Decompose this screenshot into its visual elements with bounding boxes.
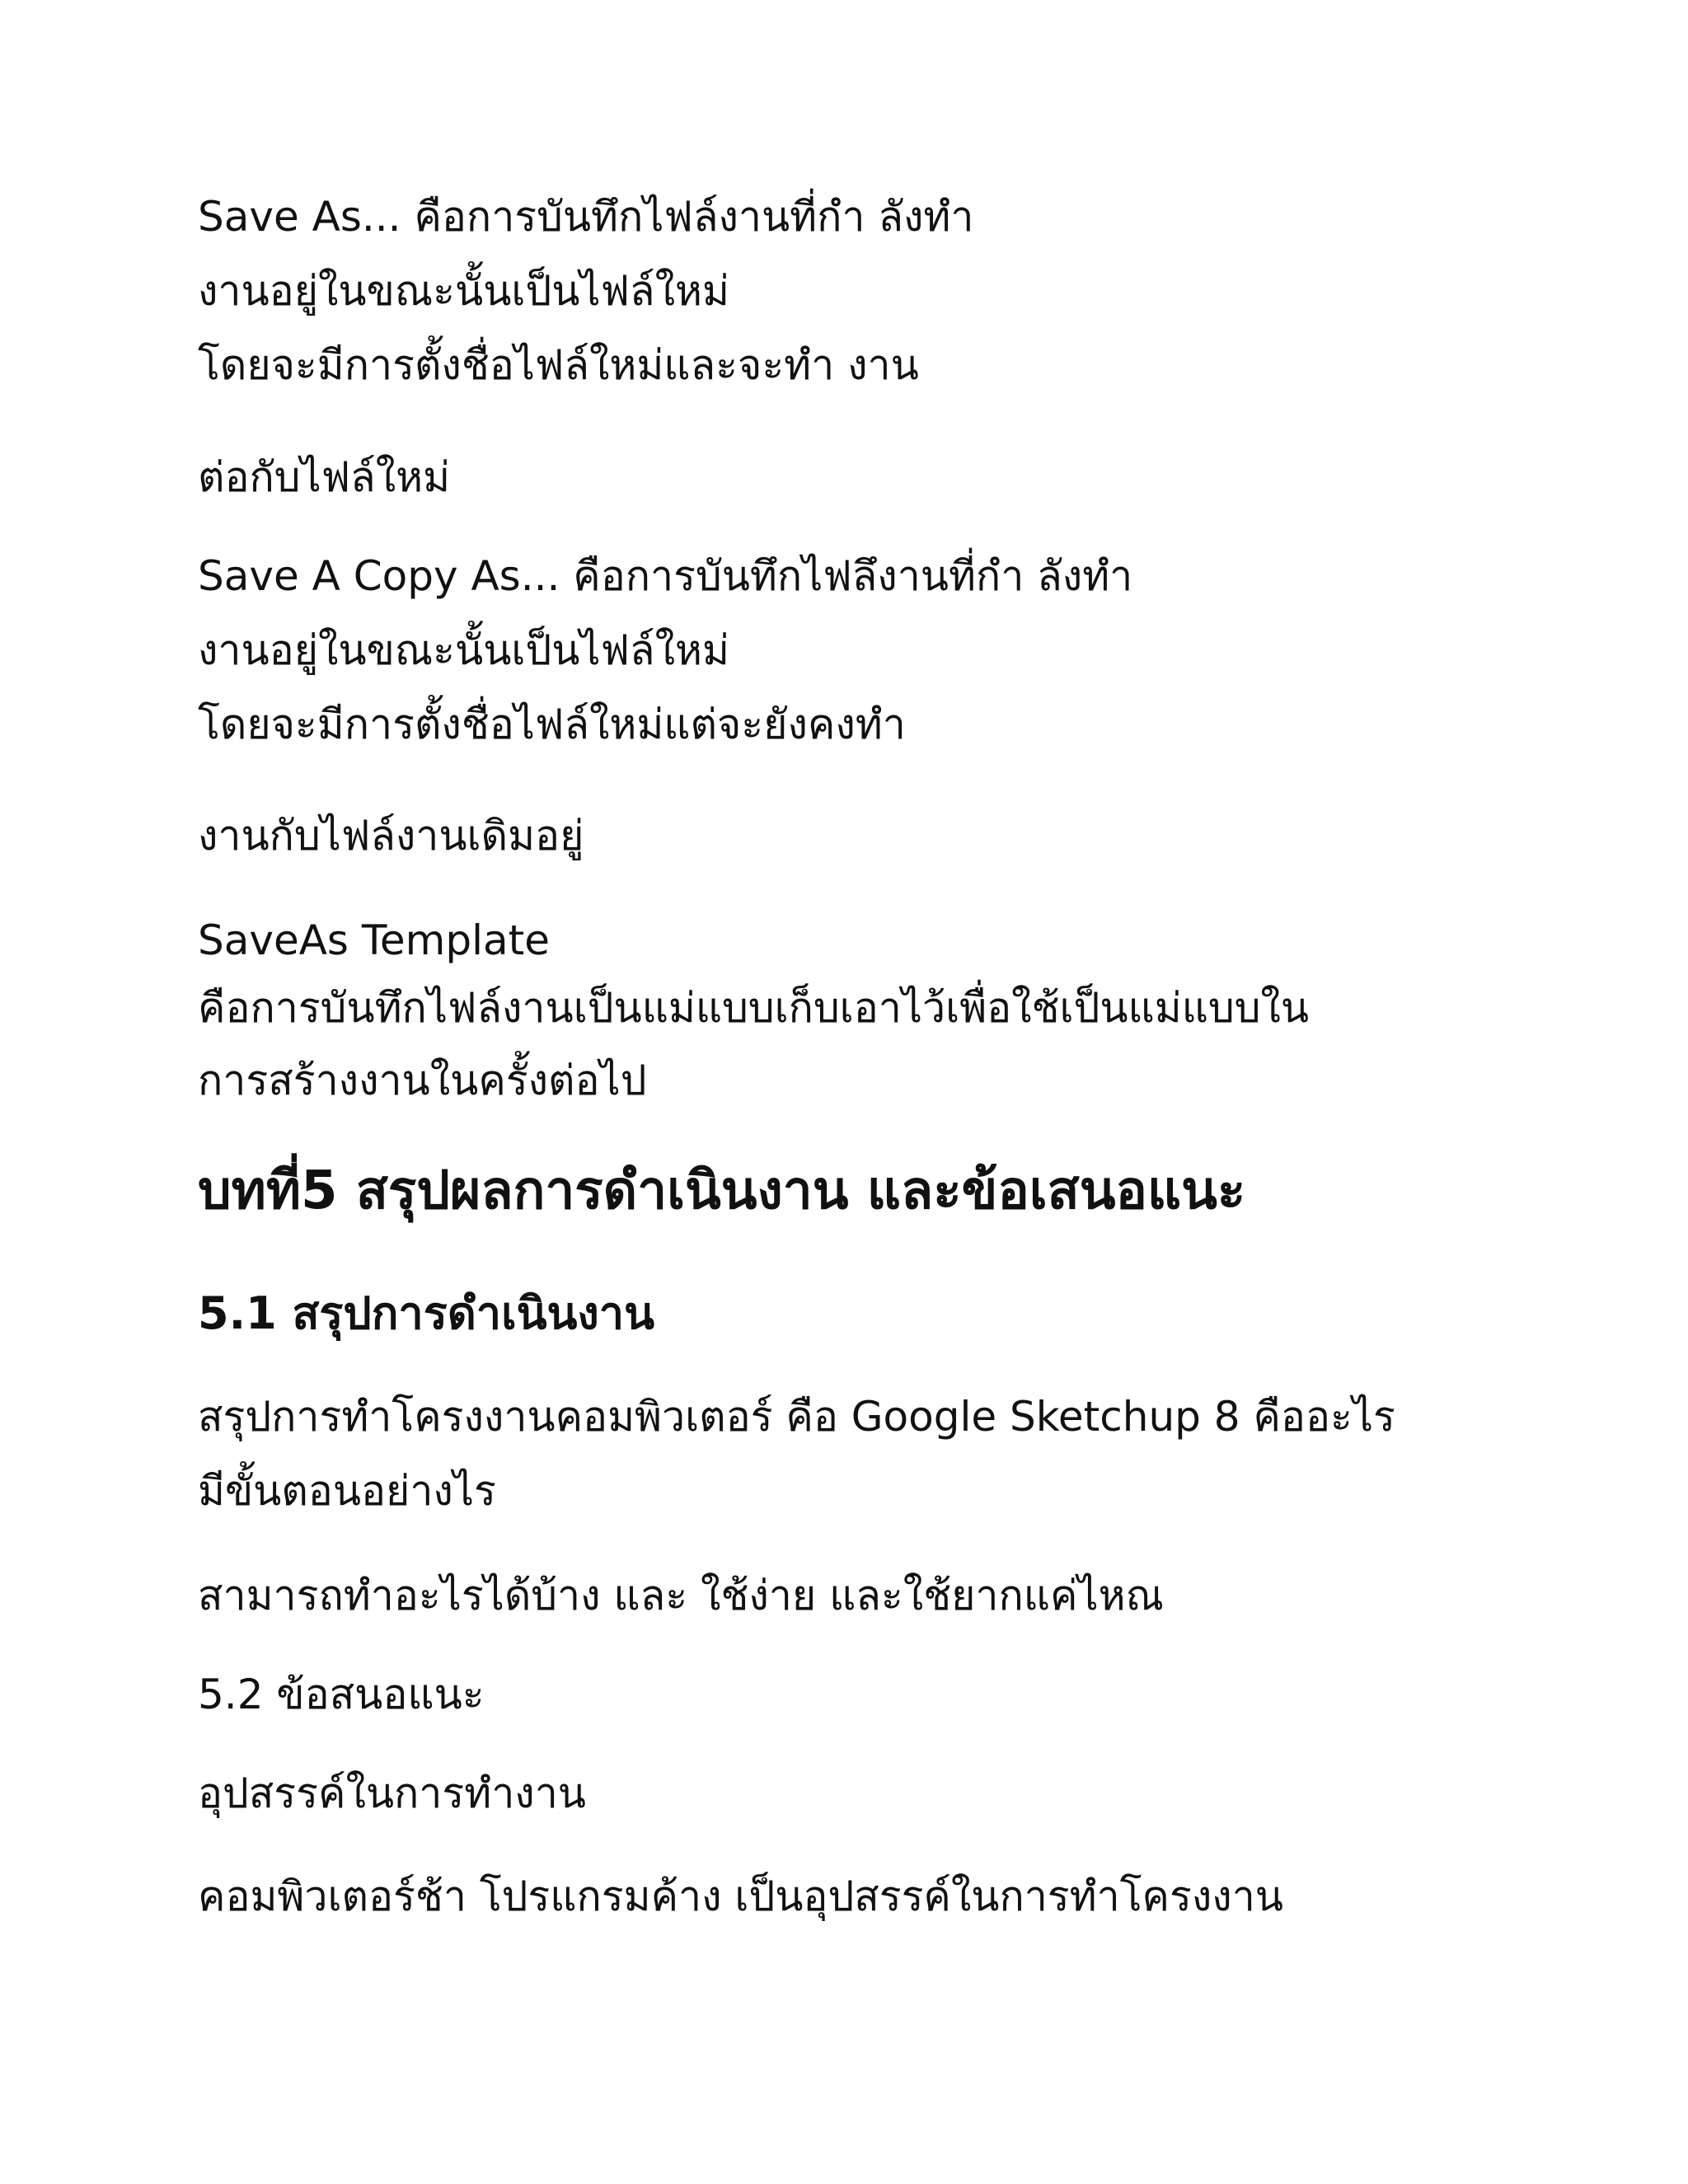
text-line: งานอยู่ในขณะนั้นเป็นไฟล์ใหม่ xyxy=(198,626,729,674)
section-heading: 5.1 สรุปการดำเนินงาน xyxy=(198,1287,655,1339)
text-line: ต่อกับไฟล์ใหม่ xyxy=(198,453,451,501)
text-line: SaveAs Template xyxy=(198,916,551,964)
text-line: สรุปการทำโครงงานคอมพิวเตอร์ คือ Google Sketchup 8 คืออะไร xyxy=(198,1393,1395,1441)
text-line: งานอยู่ในขณะนั้นเป็นไฟล์ใหม่ xyxy=(198,267,729,315)
text-line: สามารถทำอะไรได้บ้าง และ ใช้ง่าย และใช้ยากแค่ไหณ xyxy=(198,1572,1164,1619)
chapter-heading: บทที่5 สรุปผลการดำเนินงาน และข้อเสนอแนะ xyxy=(198,1160,1246,1221)
text-line: คือการบันทึกไฟล์งานเป็นแม่แบบเก็บเอาไว้เพื่อใช้เป็นแม่แบบใน xyxy=(198,984,1310,1032)
text-line: โดยจะมีการตั้งชื่อไฟล์ใหม่แต่จะยังคงทำ xyxy=(198,701,906,748)
text-line: Save As... คือการบันทึกไฟล์งานที่กำ ลังทำ xyxy=(198,193,974,241)
text-line: โดยจะมีการตั้งชื่อไฟล์ใหม่และจะทำ งาน xyxy=(198,341,919,389)
text-line: การสร้างงานในครั้งต่อไป xyxy=(198,1057,647,1104)
text-line: Save A Copy As... คือการบันทึกไฟลึงานที่กำ ลังทำ xyxy=(198,552,1133,600)
text-line: มีขั้นตอนอย่างไร xyxy=(198,1467,496,1515)
section-heading: 5.2 ข้อสนอแนะ xyxy=(198,1671,485,1718)
text-line: งานกับไฟล์งานเดิมอยู่ xyxy=(198,812,584,860)
text-line: คอมพิวเตอร์ช้า โปรแกรมค้าง เป็นอุปสรรค์ในการทำโครงงาน xyxy=(198,1872,1283,1920)
text-line: อุปสรรค์ในการทำงาน xyxy=(198,1769,586,1817)
